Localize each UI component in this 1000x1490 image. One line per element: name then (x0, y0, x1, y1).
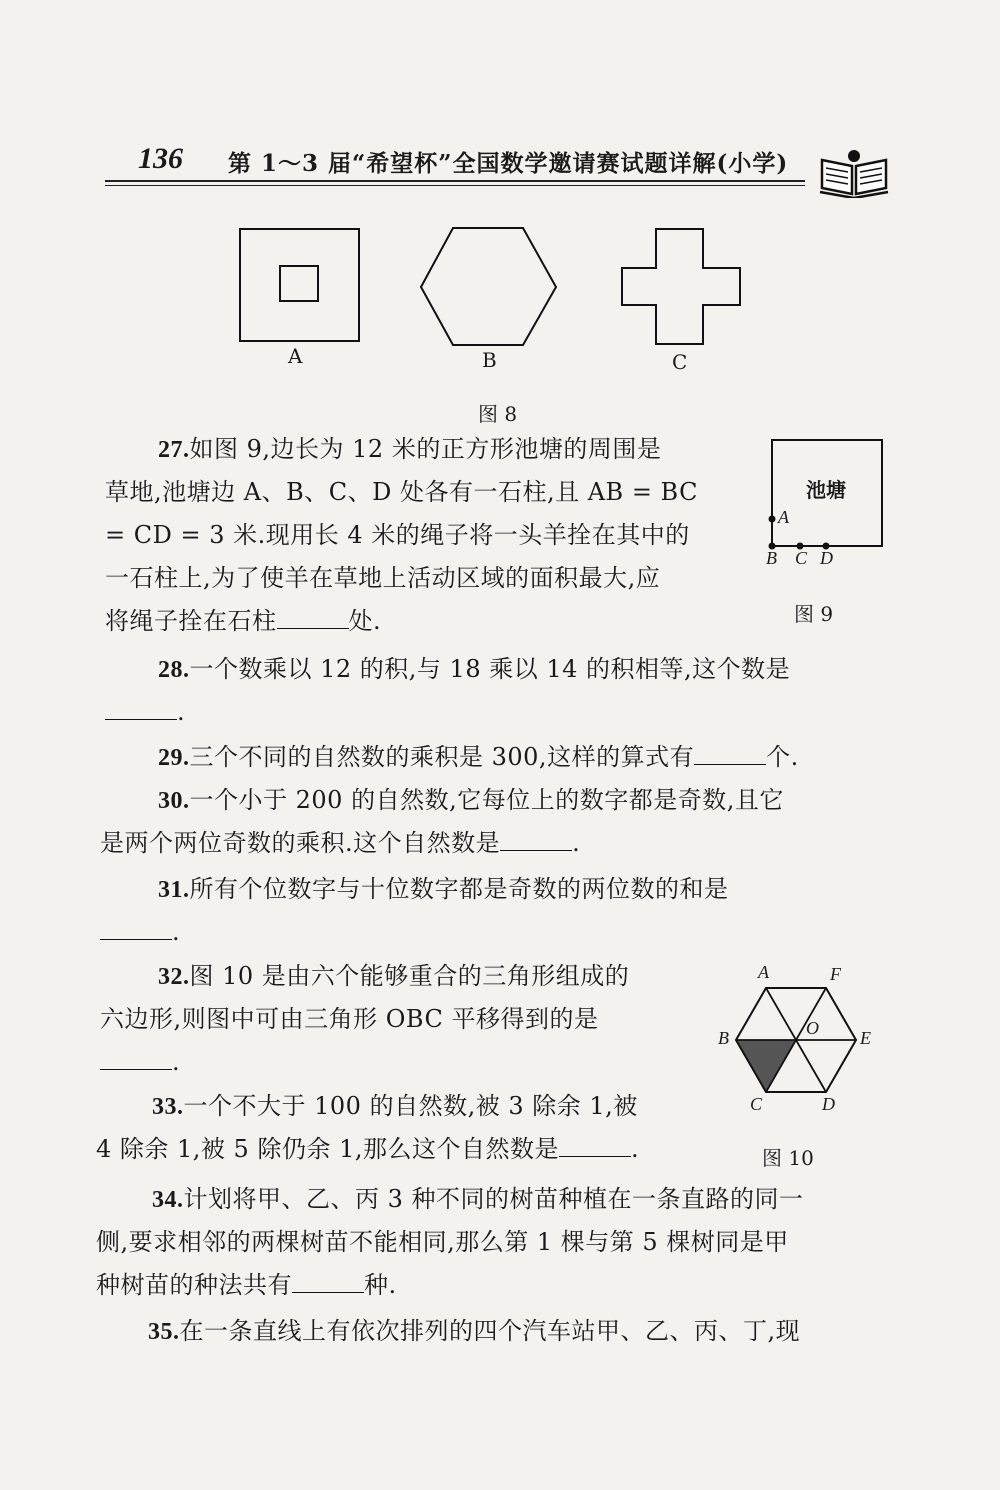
label-hex-f: F (830, 964, 841, 984)
q29-line1: 29.三个不同的自然数的乘积是 300,这样的算式有 个. (158, 743, 799, 771)
q31-line1: 31.所有个位数字与十位数字都是奇数的两位数的和是 (158, 875, 729, 903)
label-hex-b: B (718, 1028, 729, 1048)
figure-8-caption: 图 8 (478, 402, 518, 426)
q34-line3: 种树苗的种法共有 种. (96, 1271, 397, 1299)
label-a: A (778, 507, 789, 527)
q33-answer-blank[interactable] (559, 1136, 631, 1157)
label-d: D (820, 548, 833, 568)
pond-label: 池塘 (806, 478, 846, 502)
q28-answer-blank[interactable] (105, 699, 177, 720)
q29-answer-blank[interactable] (694, 744, 766, 765)
q32-answer-blank[interactable] (100, 1049, 172, 1070)
q32-line3: . (100, 1041, 180, 1084)
q33-line1: 33.一个不大于 100 的自然数,被 3 除余 1,被 (152, 1092, 638, 1120)
q27-line5: 将绳子拴在石柱 处. (105, 607, 382, 635)
label-c: C (795, 548, 808, 568)
label-hex-c: C (750, 1094, 763, 1114)
q34-line2: 侧,要求相邻的两棵树苗不能相同,那么第 1 棵与第 5 棵树同是甲 (96, 1228, 789, 1256)
q27-line2: 草地,池塘边 A、B、C、D 处各有一石柱,且 AB = BC (105, 478, 698, 506)
q33-line2: 4 除余 1,被 5 除仍余 1,那么这个自然数是 . (96, 1135, 640, 1163)
label-b: B (766, 548, 777, 568)
page-number: 136 (138, 142, 183, 175)
q34-line1: 34.计划将甲、乙、丙 3 种不同的树苗种植在一条直路的同一 (152, 1185, 804, 1213)
figure-8a-label: A (288, 344, 303, 368)
q27-answer-blank[interactable] (277, 608, 349, 629)
figure-8b-label: B (482, 348, 497, 372)
label-hex-a: A (758, 962, 769, 982)
label-hex-o: O (806, 1018, 819, 1038)
q27-line3: = CD = 3 米.现用长 4 米的绳子将一头羊拴在其中的 (105, 521, 690, 549)
q32-line2: 六边形,则图中可由三角形 OBC 平移得到的是 (100, 1005, 599, 1033)
label-hex-e: E (860, 1028, 871, 1048)
q30-line2: 是两个两位奇数的乘积.这个自然数是 . (100, 829, 581, 857)
figure-9-caption: 图 9 (794, 602, 834, 626)
q30-line1: 30.一个小于 200 的自然数,它每位上的数字都是奇数,且它 (158, 786, 784, 814)
book-title: 第 1～3 届“希望杯”全国数学邀请赛试题详解(小学) (228, 150, 789, 177)
label-hex-d: D (822, 1094, 835, 1114)
q27-line4: 一石柱上,为了使羊在草地上活动区域的面积最大,应 (105, 564, 661, 592)
q30-answer-blank[interactable] (500, 830, 572, 851)
q31-answer-blank[interactable] (100, 919, 172, 940)
q32-line1: 32.图 10 是由六个能够重合的三角形组成的 (158, 962, 630, 990)
figure-10-caption: 图 10 (762, 1146, 814, 1170)
q28-line2: . (105, 691, 185, 734)
q34-answer-blank[interactable] (292, 1272, 364, 1293)
q27-line1: 27.如图 9,边长为 12 米的正方形池塘的周围是 (158, 435, 662, 463)
shaded-triangle-obc (736, 1040, 796, 1092)
q28-line1: 28.一个数乘以 12 的积,与 18 乘以 14 的积相等,这个数是 (158, 655, 791, 683)
q35-line1: 35.在一条直线上有依次排列的四个汽车站甲、乙、丙、丁,现 (148, 1317, 801, 1345)
q31-line2: . (100, 911, 180, 954)
figure-8c-label: C (672, 350, 688, 374)
